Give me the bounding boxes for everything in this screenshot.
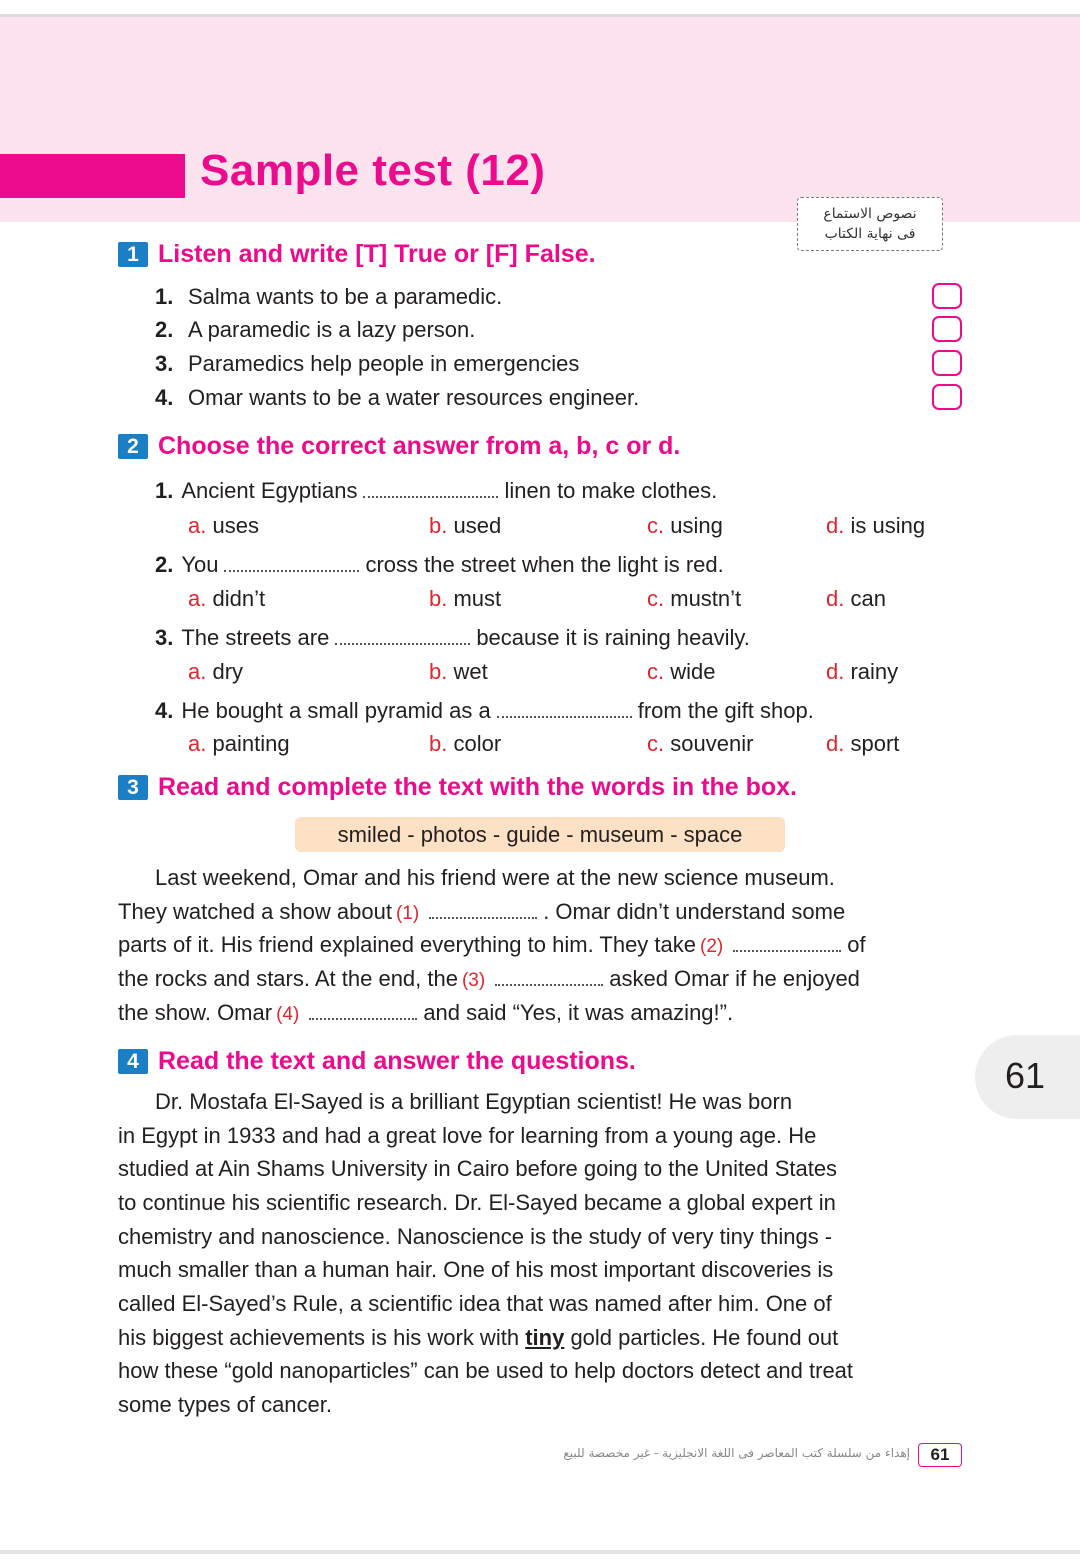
question-text-after: from the gift shop. bbox=[637, 698, 814, 723]
option-text: wet bbox=[453, 659, 488, 684]
option-text: dry bbox=[212, 659, 244, 684]
answer-box-4[interactable] bbox=[932, 384, 962, 410]
page-side-number: 61 bbox=[1005, 1055, 1046, 1096]
option-letter: c. bbox=[647, 659, 665, 684]
answer-box-3[interactable] bbox=[932, 350, 962, 376]
tf-item-number: 4. bbox=[155, 385, 174, 410]
reading-line: called El-Sayed’s Rule, a scientific idea that was named after him. One of bbox=[118, 1291, 832, 1316]
option-b[interactable] bbox=[429, 659, 488, 685]
tf-item bbox=[155, 284, 502, 310]
reading-line: studied at Ain Shams University in Cairo before going to the United States bbox=[118, 1156, 838, 1181]
passage-text: . Omar didn’t understand some bbox=[543, 899, 846, 924]
option-a[interactable] bbox=[188, 586, 265, 612]
passage-text: the rocks and stars. At the end, the bbox=[118, 966, 458, 991]
section3-heading bbox=[118, 773, 797, 802]
reading-line bbox=[118, 1325, 838, 1351]
audio-note-line1: نصوص الاستماع bbox=[823, 206, 917, 222]
footer-page-number: 61 bbox=[918, 1443, 962, 1467]
section3-heading-text: Read and complete the text with the words in the box. bbox=[158, 773, 797, 801]
option-c[interactable] bbox=[647, 586, 741, 612]
passage-line bbox=[118, 1000, 733, 1026]
option-a[interactable] bbox=[188, 731, 290, 757]
answer-blank[interactable] bbox=[497, 702, 632, 718]
reading-text: his biggest achievements is his work with bbox=[118, 1325, 520, 1350]
section3-badge: 3 bbox=[118, 775, 148, 800]
mcq-question bbox=[155, 698, 814, 724]
section1-heading-text: Listen and write [T] True or [F] False. bbox=[158, 240, 596, 268]
option-text: mustn’t bbox=[670, 586, 742, 611]
reading-line: Dr. Mostafa El-Sayed is a brilliant Egyptian scientist! He was born bbox=[155, 1089, 793, 1114]
option-letter: a. bbox=[188, 513, 207, 538]
option-text: wide bbox=[670, 659, 716, 684]
answer-box-2[interactable] bbox=[932, 316, 962, 342]
fill-blank-1[interactable] bbox=[429, 903, 537, 919]
option-letter: b. bbox=[429, 659, 448, 684]
option-a[interactable] bbox=[188, 659, 243, 685]
reading-text: gold particles. He found out bbox=[570, 1325, 839, 1350]
question-number: 2. bbox=[155, 552, 174, 577]
option-b[interactable] bbox=[429, 731, 501, 757]
option-text: is using bbox=[850, 513, 926, 538]
answer-blank[interactable] bbox=[363, 482, 498, 498]
option-text: uses bbox=[212, 513, 259, 538]
passage-text: Last weekend, Omar and his friend were at the new science museum. bbox=[155, 865, 835, 890]
title-accent-bar bbox=[0, 154, 185, 198]
answer-box-1[interactable] bbox=[932, 283, 962, 309]
tf-item-number: 3. bbox=[155, 351, 174, 376]
option-letter: d. bbox=[826, 659, 845, 684]
section4-heading-text: Read the text and answer the questions. bbox=[158, 1047, 636, 1075]
passage-line bbox=[155, 865, 835, 891]
passage-text: of bbox=[847, 932, 866, 957]
option-c[interactable] bbox=[647, 731, 753, 757]
audio-note-line2: فى نهاية الكتاب bbox=[824, 226, 916, 242]
option-letter: d. bbox=[826, 586, 845, 611]
option-letter: b. bbox=[429, 731, 448, 756]
passage-line bbox=[118, 966, 860, 992]
section2-heading bbox=[118, 432, 680, 461]
reading-line: some types of cancer. bbox=[118, 1392, 332, 1417]
bottom-border bbox=[0, 1550, 1080, 1554]
mcq-question bbox=[155, 625, 750, 651]
blank-number: (2) bbox=[700, 936, 724, 957]
section1-heading bbox=[118, 240, 596, 269]
section1-badge: 1 bbox=[118, 242, 148, 267]
option-letter: c. bbox=[647, 513, 665, 538]
mcq-question bbox=[155, 478, 717, 504]
option-text: rainy bbox=[850, 659, 899, 684]
option-text: color bbox=[453, 731, 502, 756]
option-text: can bbox=[850, 586, 886, 611]
tf-item-text: Salma wants to be a paramedic. bbox=[188, 284, 503, 309]
passage-text: the show. Omar bbox=[118, 1000, 273, 1025]
option-letter: b. bbox=[429, 586, 448, 611]
option-text: souvenir bbox=[670, 731, 754, 756]
fill-blank-2[interactable] bbox=[733, 936, 841, 952]
section2-badge: 2 bbox=[118, 434, 148, 459]
option-text: painting bbox=[212, 731, 290, 756]
tf-item-number: 1. bbox=[155, 284, 174, 309]
option-text: sport bbox=[850, 731, 900, 756]
option-d[interactable] bbox=[826, 731, 899, 757]
option-a[interactable] bbox=[188, 513, 259, 539]
passage-text: asked Omar if he enjoyed bbox=[609, 966, 860, 991]
answer-blank[interactable] bbox=[224, 556, 359, 572]
blank-number: (1) bbox=[395, 903, 420, 924]
section2-heading-text: Choose the correct answer from a, b, c or d. bbox=[158, 432, 681, 460]
fill-blank-3[interactable] bbox=[495, 970, 603, 986]
option-letter: d. bbox=[826, 513, 845, 538]
reading-line: to continue his scientific research. Dr. El-Sayed became a global expert in bbox=[118, 1190, 836, 1215]
blank-number: (4) bbox=[276, 1004, 300, 1025]
section4-badge: 4 bbox=[118, 1049, 148, 1074]
option-letter: b. bbox=[429, 513, 448, 538]
option-text: must bbox=[453, 586, 502, 611]
passage-text: They watched a show about bbox=[118, 899, 392, 924]
tf-item-text: Omar wants to be a water resources engineer. bbox=[188, 385, 640, 410]
blank-number: (3) bbox=[461, 970, 486, 991]
option-b[interactable] bbox=[429, 513, 501, 539]
tf-item-text: Paramedics help people in emergencies bbox=[188, 351, 580, 376]
reading-line: much smaller than a human hair. One of his most important discoveries is bbox=[118, 1257, 834, 1282]
section4-heading bbox=[118, 1047, 636, 1076]
option-text: didn’t bbox=[212, 586, 266, 611]
question-number: 4. bbox=[155, 698, 174, 723]
question-text-before: You bbox=[181, 552, 219, 577]
question-text-before: The streets are bbox=[181, 625, 330, 650]
option-d[interactable] bbox=[826, 659, 898, 685]
tf-item bbox=[155, 317, 475, 343]
answer-blank[interactable] bbox=[335, 629, 470, 645]
option-b[interactable] bbox=[429, 586, 501, 612]
audio-scripts-note bbox=[797, 197, 943, 251]
tf-item bbox=[155, 385, 639, 411]
question-text-after: cross the street when the light is red. bbox=[365, 552, 724, 577]
question-text-after: because it is raining heavily. bbox=[476, 625, 750, 650]
passage-line bbox=[118, 932, 866, 958]
passage-text: parts of it. His friend explained everything to him. They take bbox=[118, 932, 696, 957]
question-text-after: linen to make clothes. bbox=[504, 478, 718, 503]
passage-line bbox=[118, 899, 845, 925]
tf-item bbox=[155, 351, 579, 377]
question-number: 3. bbox=[155, 625, 174, 650]
option-letter: d. bbox=[826, 731, 845, 756]
option-letter: a. bbox=[188, 731, 207, 756]
option-letter: c. bbox=[647, 586, 665, 611]
option-letter: a. bbox=[188, 659, 207, 684]
reading-line: in Egypt in 1933 and had a great love for learning from a young age. He bbox=[118, 1123, 817, 1148]
underlined-word: tiny bbox=[525, 1325, 565, 1350]
page-title: Sample test (12) bbox=[200, 146, 546, 195]
option-letter: a. bbox=[188, 586, 207, 611]
question-text-before: He bought a small pyramid as a bbox=[181, 698, 491, 723]
mcq-question bbox=[155, 552, 724, 578]
reading-line: chemistry and nanoscience. Nanoscience is the study of very tiny things - bbox=[118, 1224, 833, 1249]
reading-line: how these “gold nanoparticles” can be used to help doctors detect and treat bbox=[118, 1358, 854, 1383]
option-c[interactable] bbox=[647, 659, 716, 685]
tf-item-text: A paramedic is a lazy person. bbox=[188, 317, 476, 342]
option-letter: c. bbox=[647, 731, 665, 756]
fill-blank-4[interactable] bbox=[309, 1004, 417, 1020]
footer-text: إهداء من سلسلة كتب المعاصر فى اللغة الانجليزية - غير مخصصة للبيع bbox=[563, 1446, 910, 1460]
question-text-before: Ancient Egyptians bbox=[181, 478, 358, 503]
option-d[interactable] bbox=[826, 513, 925, 539]
tf-item-number: 2. bbox=[155, 317, 174, 342]
option-d[interactable] bbox=[826, 586, 886, 612]
option-text: using bbox=[670, 513, 723, 538]
option-c[interactable] bbox=[647, 513, 723, 539]
question-number: 1. bbox=[155, 478, 174, 503]
option-text: used bbox=[453, 513, 502, 538]
passage-text: and said “Yes, it was amazing!”. bbox=[423, 1000, 734, 1025]
word-box: smiled - photos - guide - museum - space bbox=[295, 817, 785, 852]
